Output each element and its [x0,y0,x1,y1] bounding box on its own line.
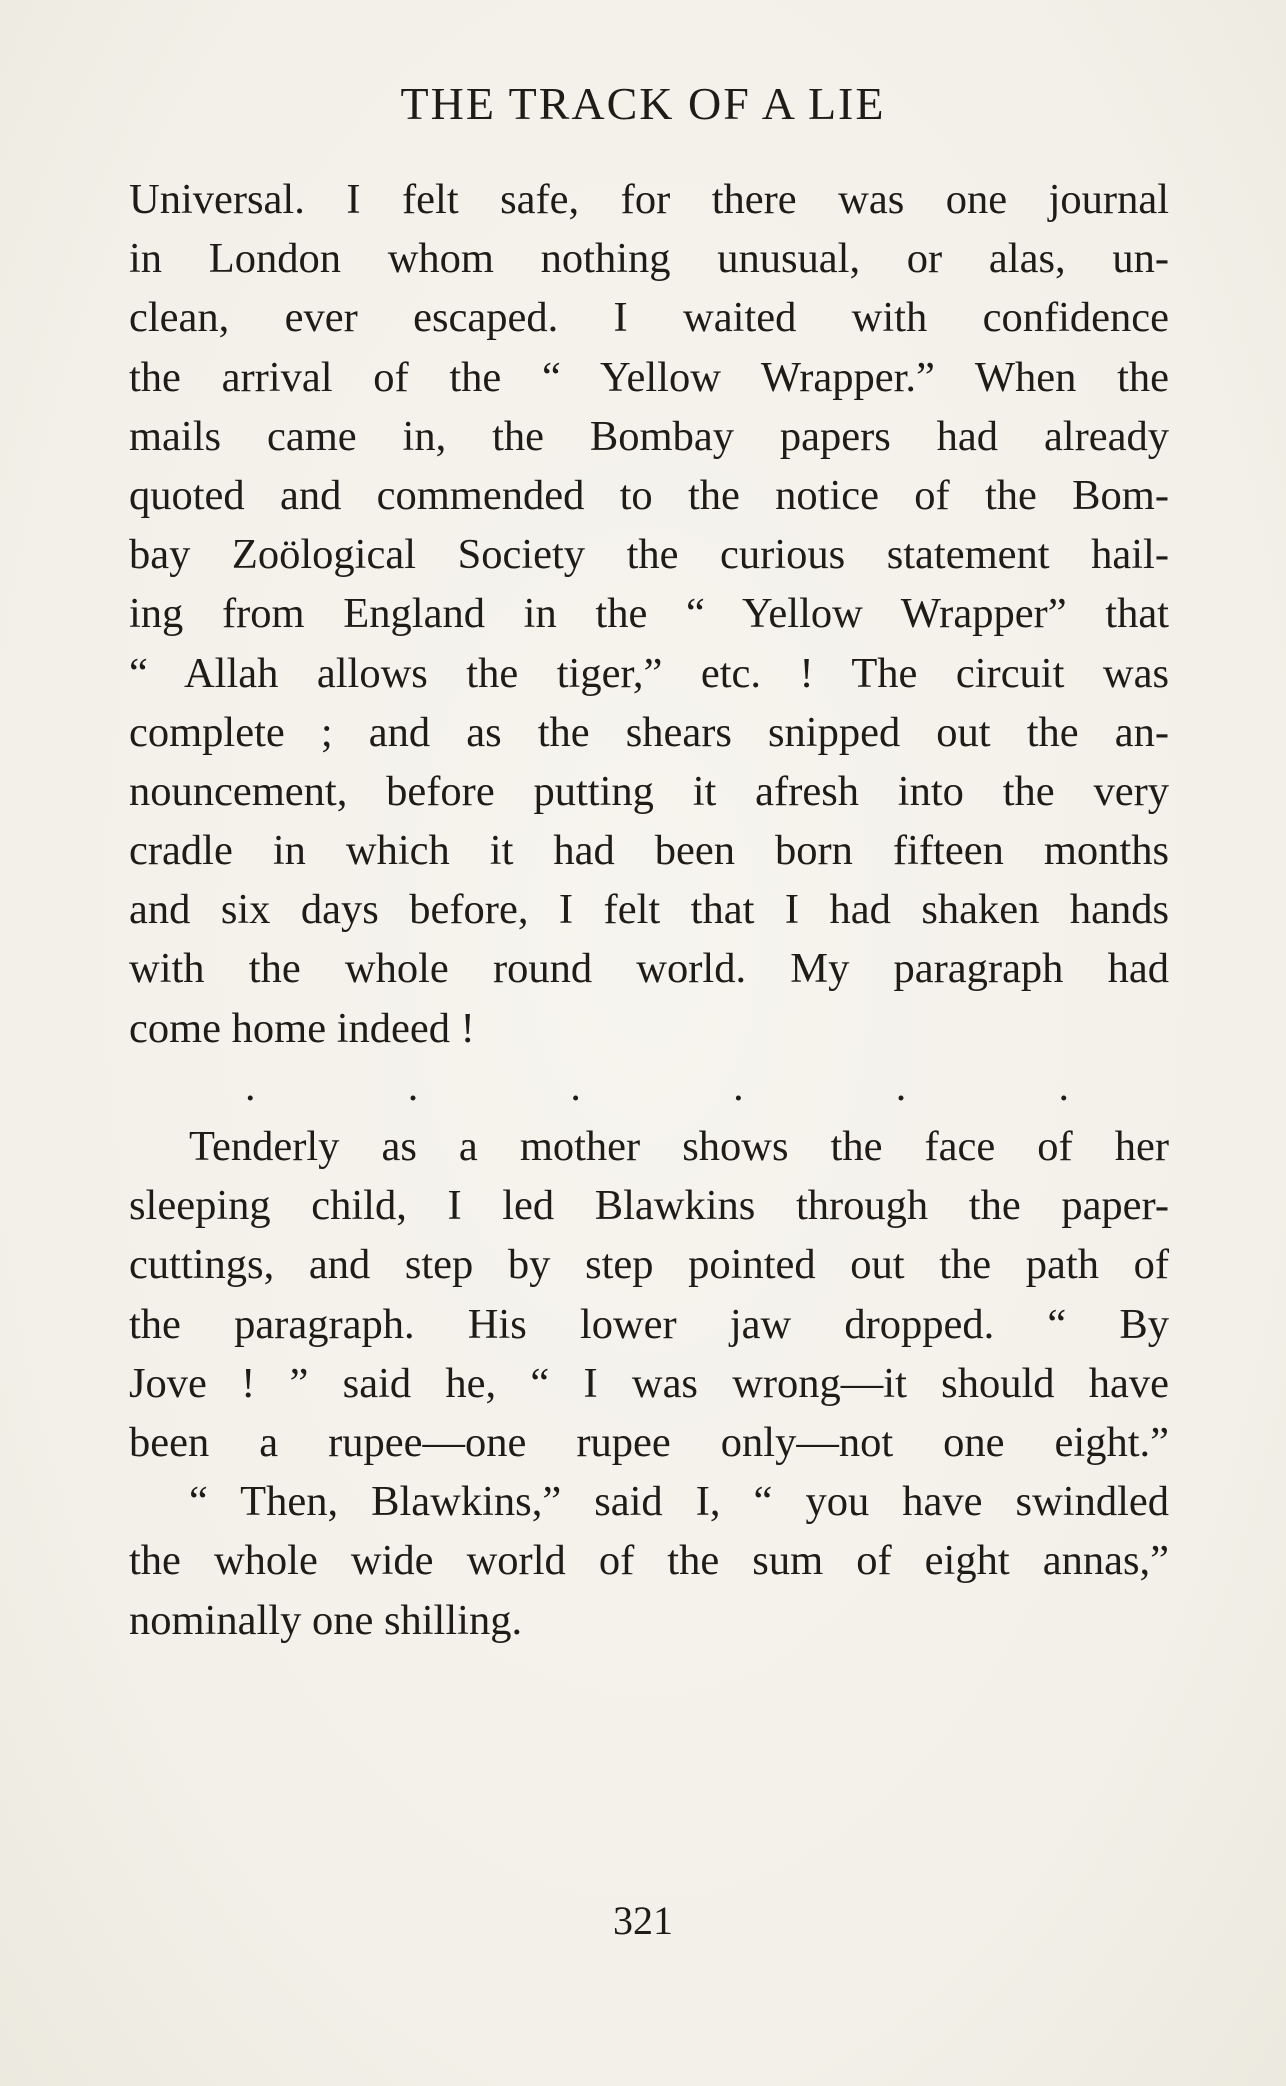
text-line: clean, ever escaped. I waited with confidence [129,294,1169,342]
text-line: and six days before, I felt that I had shaken hands [129,886,1169,934]
paragraph-1 [129,170,1169,1058]
text-line: “ Then, Blawkins,” said I, “ you have swindled [189,1478,1169,1526]
paragraph-2 [129,1117,1169,1472]
text-line: quoted and commended to the notice of the Bom- [129,471,1169,519]
ellipsis-dot: . [1058,1063,1069,1110]
text-line: Tenderly as a mother shows the face of her [189,1123,1169,1170]
text-line: cuttings, and step by step pointed out the path of [129,1241,1169,1289]
text-line: Universal. I felt safe, for there was one journal [129,176,1169,223]
text-line: in London whom nothing unusual, or alas, un- [129,235,1169,283]
text-line: sleeping child, I led Blawkins through the paper- [129,1182,1169,1230]
ellipsis-dot: . [733,1063,744,1110]
text-line: the paragraph. His lower jaw dropped. “ By [129,1300,1169,1348]
text-line: nominally one shilling. [129,1596,523,1644]
running-head: THE TRACK OF A LIE [400,78,886,129]
paragraph-3 [129,1472,1169,1650]
ellipsis-dot: . [407,1063,419,1110]
text-line: bay Zoölogical Society the curious statement hail- [129,531,1169,579]
text-line: the whole wide world of the sum of eight annas,” [129,1537,1169,1585]
text-line: cradle in which it had been born fifteen months [129,827,1169,875]
ellipsis-dot: . [570,1063,581,1110]
ellipsis-dot: . [895,1063,907,1110]
text-line: been a rupee—one rupee only—not one eight.” [129,1418,1169,1466]
text-line: Jove ! ” said he, “ I was wrong—it should have [129,1359,1169,1407]
section-break-dots [129,1058,1169,1117]
text-line: nouncement, before putting it afresh into the very [129,767,1169,815]
text-line: with the whole round world. My paragraph had [129,945,1169,993]
text-line: the arrival of the “ Yellow Wrapper.” When the [129,353,1169,401]
ellipsis-dot: . [245,1063,256,1110]
text-line: mails came in, the Bombay papers had already [129,412,1169,460]
text-line: come home indeed ! [129,1004,475,1052]
body-text [129,170,1169,1650]
text-line: ing from England in the “ Yellow Wrapper” that [129,590,1169,638]
text-line: complete ; and as the shears snipped out the an- [129,708,1169,756]
page-number: 321 [613,1898,673,1943]
text-line: “ Allah allows the tiger,” etc. ! The circuit was [129,649,1169,697]
